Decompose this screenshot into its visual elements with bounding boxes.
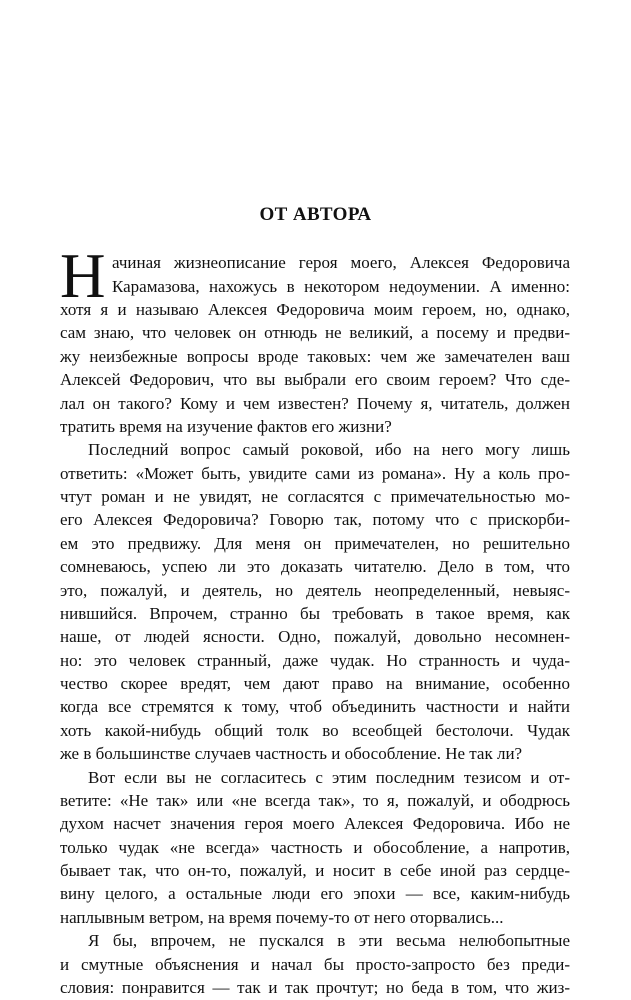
text-line: ветите: «Не так» или «не всегда так», то я, пожалуй, и ободрюсь bbox=[60, 791, 570, 810]
text-line: ем это предвижу. Для меня он примечателен, но решительно bbox=[60, 534, 570, 553]
drop-cap: Н bbox=[60, 241, 106, 311]
text-line: лал он такого? Кому и чем известен? Почему я, читатель, должен bbox=[60, 394, 570, 413]
text-line: ачиная жизнеописание героя моего, Алексея Федоровича bbox=[112, 253, 570, 272]
text-line: тратить время на изучение фактов его жизни? bbox=[60, 417, 392, 436]
text-line: Вот если вы не согласитесь с этим последним тезисом и от- bbox=[88, 768, 570, 787]
text-line: Последний вопрос самый роковой, ибо на него могу лишь bbox=[88, 440, 570, 459]
text-line: но: это человек странный, даже чудак. Но странность и чуда- bbox=[60, 651, 570, 670]
text-line: ответить: «Может быть, увидите сами из романа». Ну а коль про- bbox=[60, 464, 570, 483]
text-line: чество скорее вредят, чем дают право на внимание, особенно bbox=[60, 674, 570, 693]
text-line: Я бы, впрочем, не пускался в эти весьма нелюбопытные bbox=[88, 931, 570, 950]
text-line: духом насчет значения героя моего Алексея Федоровича. Ибо не bbox=[60, 814, 570, 833]
text-line: только чудак «не всегда» частность и обособление, а напротив, bbox=[60, 838, 570, 857]
text-line: когда все стремятся к тому, чтоб объединить частности и найти bbox=[60, 697, 570, 716]
text-line: сомневаюсь, успею ли это доказать читателю. Дело в том, что bbox=[60, 557, 570, 576]
text-line: жу неизбежные вопросы вроде таковых: чем же замечателен ваш bbox=[60, 347, 570, 366]
text-line: наше, от людей ясности. Одно, пожалуй, довольно несомнен- bbox=[60, 627, 570, 646]
text-line: и смутные объяснения и начал бы просто-запросто без преди- bbox=[60, 955, 570, 974]
text-line: словия: понравится — так и так прочтут; но беда в том, что жиз- bbox=[60, 978, 570, 997]
text-line: бывает так, что он-то, пожалуй, и носит в себе иной раз сердце- bbox=[60, 861, 570, 880]
text-line: сам знаю, что человек он отнюдь не великий, а посему и предви- bbox=[60, 323, 570, 342]
text-line: его Алексея Федоровича? Говорю так, потому что с прискорби- bbox=[60, 510, 570, 529]
text-line: наплывным ветром, на время почему-то от него оторвались... bbox=[60, 908, 504, 927]
text-line: нившийся. Впрочем, странно бы требовать в такое время, как bbox=[60, 604, 570, 623]
text-line: чтут роман и не увидят, не согласятся с примечательностью мо- bbox=[60, 487, 570, 506]
text-line: хоть какой-нибудь общий толк во всеобщей бестолочи. Чудак bbox=[60, 721, 570, 740]
text-line: же в большинстве случаев частность и обособление. Не так ли? bbox=[60, 744, 523, 763]
text-line: хотя я и называю Алексея Федоровича моим героем, но, однако, bbox=[60, 300, 570, 319]
chapter-heading: ОТ АВТОРА bbox=[259, 204, 372, 225]
text-line: вину целого, а остальные люди его эпохи — все, каким-нибудь bbox=[60, 884, 570, 903]
text-line: Карамазова, нахожусь в некотором недоумении. А именно: bbox=[112, 277, 570, 296]
text-line: Алексей Федорович, что вы выбрали его своим героем? Что сде- bbox=[60, 370, 570, 389]
text-line: это, пожалуй, и деятель, но деятель неопределенный, невыяс- bbox=[60, 581, 570, 600]
